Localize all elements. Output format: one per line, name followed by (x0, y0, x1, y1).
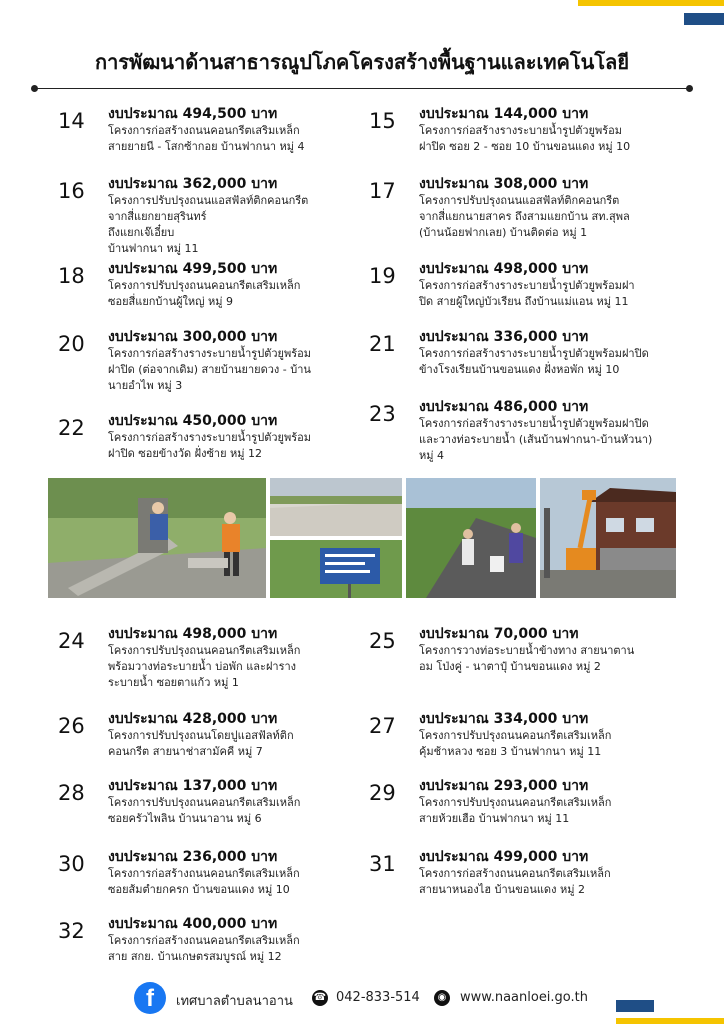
project-number: 23 (369, 402, 396, 426)
project-description-line: จากสี่แยกยายสุรินทร์ (108, 210, 207, 223)
project-description-line: โครงการปรับปรุงถนนแอสฟัลท์ติกคอนกรีต (108, 194, 309, 207)
project-number: 29 (369, 781, 396, 805)
project-body (419, 777, 684, 827)
project-body (108, 412, 373, 462)
project-budget: งบประมาณ 236,000 บาท (108, 849, 278, 865)
project-description-line: อม โป่งคู่ - นาตาปุ๋ บ้านขอนแดง หมู่ 2 (419, 660, 601, 673)
project-description-line: โครงการปรับปรุงถนนคอนกรีตเสริมเหล็ก (419, 796, 612, 809)
project-description-line: นายอำไพ หมู่ 3 (108, 379, 183, 392)
project-budget: งบประมาณ 428,000 บาท (108, 711, 278, 727)
photo-project-sign (270, 540, 402, 598)
bottom-accent-bar-yellow (616, 1018, 724, 1024)
project-body (108, 848, 373, 898)
project-description-line: โครงการปรับปรุงถนนคอนกรีตเสริมเหล็ก (419, 729, 612, 742)
project-body (108, 625, 373, 691)
project-description-line: โครงการก่อสร้างรางระบายน้ำรูปตัวยูพร้อมฝา (419, 279, 635, 292)
project-number: 22 (58, 416, 85, 440)
rule-dot-right (686, 85, 693, 92)
project-description-line: โครงการก่อสร้างรางระบายน้ำรูปตัวยูพร้อม (108, 431, 311, 444)
project-budget: งบประมาณ 144,000 บาท (419, 106, 589, 122)
project-budget: งบประมาณ 498,000 บาท (419, 261, 589, 277)
project-description-line: ฝาปิด (ต่อจากเดิม) สายบ้านยายดวง - บ้าน (108, 363, 311, 376)
project-number: 17 (369, 179, 396, 203)
project-budget: งบประมาณ 293,000 บาท (419, 778, 589, 794)
photo-road-inspection (406, 478, 536, 598)
project-description-line: โครงการก่อสร้างรางระบายน้ำรูปตัวยูพร้อม (419, 124, 622, 137)
project-description-line: คอนกรีต สายนาช่าสามัคคี หมู่ 7 (108, 745, 263, 758)
bottom-accent-bar-navy (616, 1000, 654, 1012)
project-description-line: สายยายนี - โสกซ้ากอย บ้านฟากนา หมู่ 4 (108, 140, 305, 153)
project-description-line: โครงการปรับปรุงถนนคอนกรีตเสริมเหล็ก (108, 279, 301, 292)
project-body (419, 625, 684, 675)
page-title: การพัฒนาด้านสาธารณูปโภคโครงสร้างพื้นฐานและเทคโนโลยี (94, 50, 630, 74)
photo-concrete-road (270, 478, 402, 536)
project-description-line: สายนาหนองไฮ บ้านขอนแดง หมู่ 2 (419, 883, 585, 896)
project-budget: งบประมาณ 308,000 บาท (419, 176, 589, 192)
project-budget: งบประมาณ 400,000 บาท (108, 916, 278, 932)
phone-number[interactable]: 042-833-514 (336, 990, 420, 1005)
project-description-line: บ้านฟากนา หมู่ 11 (108, 242, 199, 255)
project-description-line: โครงการก่อสร้างถนนคอนกรีตเสริมเหล็ก (419, 867, 611, 880)
project-number: 14 (58, 109, 85, 133)
project-body (108, 915, 373, 965)
project-description-line: โครงการก่อสร้างรางระบายน้ำรูปตัวยูพร้อมฝาปิด (419, 417, 649, 430)
project-number: 28 (58, 781, 85, 805)
project-budget: งบประมาณ 362,000 บาท (108, 176, 278, 192)
globe-icon: ◉ (434, 990, 450, 1006)
project-number: 32 (58, 919, 85, 943)
project-description-line: (บ้านน้อยฟากเลย) บ้านติดต่อ หมู่ 1 (419, 226, 588, 239)
project-description-line: สายห้วยเฮือ บ้านฟากนา หมู่ 11 (419, 812, 570, 825)
project-description-line: โครงการปรับปรุงถนนโดยปูแอสฟัลท์ติก (108, 729, 294, 742)
project-description-line: ข้างโรงเรียนบ้านขอนแดง ฝั่งหอพัก หมู่ 10 (419, 363, 620, 376)
project-number: 26 (58, 714, 85, 738)
project-description-line: ฝาปิด ซอย 2 - ซอย 10 บ้านขอนแดง หมู่ 10 (419, 140, 631, 153)
project-budget: งบประมาณ 486,000 บาท (419, 399, 589, 415)
phone-icon: ☎ (312, 990, 328, 1006)
project-number: 30 (58, 852, 85, 876)
project-description-line: ซอยครัวไพลิน บ้านนาอาน หมู่ 6 (108, 812, 262, 825)
project-budget: งบประมาณ 499,500 บาท (108, 261, 278, 277)
title-divider (36, 88, 688, 89)
website-link[interactable]: www.naanloei.go.th (460, 990, 589, 1005)
project-body (419, 260, 684, 310)
project-budget: งบประมาณ 498,000 บาท (108, 626, 278, 642)
project-description-line: โครงการก่อสร้างรางระบายน้ำรูปตัวยูพร้อม (108, 347, 311, 360)
photo-house-lift-truck (540, 478, 676, 598)
project-budget: งบประมาณ 70,000 บาท (419, 626, 579, 642)
photo-concrete-pouring (48, 478, 266, 598)
project-description-line: คุ้มช้าหลวง ซอย 3 บ้านฟากนา หมู่ 11 (419, 745, 602, 758)
project-description-line: ระบายน้ำ ซอยตาแก้ว หมู่ 1 (108, 676, 239, 689)
project-description-line: หมู่ 4 (419, 449, 444, 462)
project-number: 31 (369, 852, 396, 876)
project-description-line: โครงการวางท่อระบายน้ำข้างทาง สายนาตาน (419, 644, 635, 657)
project-number: 25 (369, 629, 396, 653)
project-body (419, 175, 684, 241)
project-description-line: พร้อมวางท่อระบายน้ำ บ่อพัก และฝาราง (108, 660, 297, 673)
project-description-line: โครงการก่อสร้างถนนคอนกรีตเสริมเหล็ก (108, 867, 300, 880)
project-body (419, 848, 684, 898)
project-body (108, 105, 373, 155)
project-description-line: โครงการก่อสร้างถนนคอนกรีตเสริมเหล็ก (108, 124, 300, 137)
project-body (108, 328, 373, 394)
project-description-line: ซอยสี่แยกบ้านผู้ใหญ่ หมู่ 9 (108, 295, 234, 308)
project-body (419, 328, 684, 378)
project-body (108, 175, 373, 257)
project-body (108, 260, 373, 310)
project-description-line: โครงการปรับปรุงถนนแอสฟัลท์ติกคอนกรีต (419, 194, 620, 207)
project-description-line: ฝาปิด ซอยข้างวัด ฝั่งซ้าย หมู่ 12 (108, 447, 263, 460)
project-number: 20 (58, 332, 85, 356)
project-budget: งบประมาณ 300,000 บาท (108, 329, 278, 345)
project-body (108, 777, 373, 827)
facebook-page-name[interactable]: เทศบาลตำบลนาอาน (176, 994, 293, 1009)
project-budget: งบประมาณ 336,000 บาท (419, 329, 589, 345)
project-description-line: และวางท่อระบายน้ำ (เส้นบ้านฟากนา-บ้านหัวนา) (419, 433, 653, 446)
project-number: 21 (369, 332, 396, 356)
project-description-line: โครงการก่อสร้างถนนคอนกรีตเสริมเหล็ก (108, 934, 300, 947)
project-budget: งบประมาณ 137,000 บาท (108, 778, 278, 794)
project-description-line: ซอยส้มตำยกครก บ้านขอนแดง หมู่ 10 (108, 883, 290, 896)
project-number: 24 (58, 629, 85, 653)
facebook-icon[interactable]: f (134, 982, 166, 1014)
project-budget: งบประมาณ 494,500 บาท (108, 106, 278, 122)
project-description-line: โครงการปรับปรุงถนนคอนกรีตเสริมเหล็ก (108, 644, 301, 657)
project-number: 19 (369, 264, 396, 288)
project-description-line: โครงการปรับปรุงถนนคอนกรีตเสริมเหล็ก (108, 796, 301, 809)
project-description-line: จากสี่แยกนายสาคร ถึงสามแยกบ้าน สท.สุพล (419, 210, 630, 223)
project-number: 27 (369, 714, 396, 738)
project-number: 16 (58, 179, 85, 203)
project-number: 15 (369, 109, 396, 133)
top-accent-bar-yellow (578, 0, 724, 6)
project-body (419, 710, 684, 760)
project-description-line: สาย สกย. บ้านเกษตรสมบูรณ์ หมู่ 12 (108, 950, 282, 963)
project-budget: งบประมาณ 450,000 บาท (108, 413, 278, 429)
project-body (419, 398, 684, 464)
project-number: 18 (58, 264, 85, 288)
project-body (108, 710, 373, 760)
project-description-line: ถึงแยกเจ๊เอี๋ยบ (108, 226, 175, 239)
project-budget: งบประมาณ 499,000 บาท (419, 849, 589, 865)
top-accent-bar-navy (684, 13, 724, 25)
project-description-line: ปิด สายผู้ใหญ่บัวเรียน ถึงบ้านแม่แอน หมู่ 11 (419, 295, 629, 308)
project-budget: งบประมาณ 334,000 บาท (419, 711, 589, 727)
project-body (419, 105, 684, 155)
photo-strip (48, 478, 676, 598)
project-description-line: โครงการก่อสร้างรางระบายน้ำรูปตัวยูพร้อมฝาปิด (419, 347, 649, 360)
